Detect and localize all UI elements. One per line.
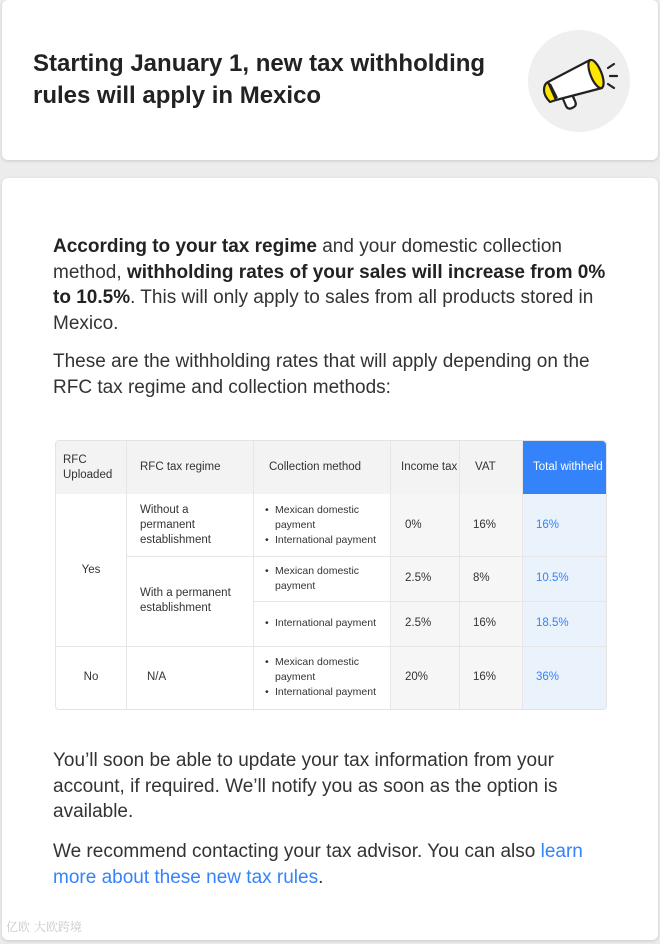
table-divider (459, 441, 460, 709)
table-divider (126, 441, 127, 709)
method-cell-row1 (253, 494, 390, 556)
header-total-withheld: Total withheld (522, 441, 606, 494)
rfc-yes-cell: Yes (81, 563, 101, 576)
total-withheld-value: 18.5% (536, 617, 569, 629)
update-info-paragraph: You’ll soon be able to update your tax information from your account, if required. We’ll notify you as soon as the option is available. (53, 750, 558, 822)
megaphone-icon (536, 46, 622, 116)
rfc-no-cell: No (83, 671, 99, 683)
method-domestic: • Mexican domestic payment (263, 503, 386, 533)
intro-paragraph (53, 234, 613, 336)
method-cell-row4 (253, 646, 390, 709)
total-withheld-value: 36% (536, 671, 560, 683)
regime-with-pe: With a permanent establishment (140, 587, 231, 614)
vat-value: 16% (473, 617, 497, 629)
income-tax-value: 2.5% (405, 572, 432, 584)
table-divider (390, 441, 391, 709)
withholding-rates-table (55, 440, 607, 710)
intro-text-end: . This will only apply to sales from all products stored in Mexico. (53, 287, 594, 334)
header-rfc-uploaded: RFC Uploaded (56, 441, 126, 494)
table-divider (253, 601, 606, 602)
vat-value: 16% (473, 518, 497, 531)
table-divider (522, 441, 523, 709)
vat-value: 16% (473, 671, 497, 683)
method-cell-row2 (253, 556, 390, 601)
table-divider (56, 646, 606, 647)
advisor-paragraph (53, 839, 613, 890)
method-domestic: • Mexican domestic payment (263, 564, 386, 594)
header-vat: VAT (459, 441, 522, 494)
megaphone-badge (528, 30, 630, 132)
total-withheld-value: 16% (536, 518, 560, 531)
tax-info-card (2, 178, 658, 940)
regime-without-pe: Without a permanent establishment (140, 503, 211, 546)
intro-bold-regime: According to your tax regime (53, 236, 317, 257)
intro-text: and your domestic collection method, (53, 236, 562, 283)
header-rfc-tax-regime: RFC tax regime (126, 441, 253, 494)
method-international: • International payment (263, 533, 386, 548)
watermark: 亿欧 大欧跨境 (6, 920, 82, 934)
learn-more-link[interactable]: learn more about these new tax rules (53, 841, 583, 888)
income-tax-value: 20% (405, 671, 429, 683)
advisor-text-end: . (318, 866, 324, 888)
rates-intro-paragraph: These are the withholding rates that will apply depending on the RFC tax regime and collection methods: (53, 351, 590, 398)
method-cell-row3 (253, 601, 390, 646)
vat-value: 8% (473, 572, 490, 584)
income-tax-value: 0% (405, 518, 422, 531)
method-domestic: • Mexican domestic payment (263, 655, 386, 685)
method-international: • International payment (263, 616, 376, 631)
table-divider (253, 441, 254, 709)
header-income-tax: Income tax (390, 441, 459, 494)
table-divider (126, 556, 606, 557)
regime-na: N/A (147, 671, 167, 683)
header-collection-method: Collection method (253, 441, 390, 494)
page-title: Starting January 1, new tax withholding rules will apply in Mexico (33, 50, 486, 109)
total-withheld-value: 10.5% (536, 572, 569, 584)
advisor-text: We recommend contacting your tax advisor. You can also (53, 841, 541, 862)
announcement-header-card (2, 0, 658, 160)
method-international: • International payment (263, 685, 386, 700)
intro-bold-rates: withholding rates of your sales will increase from 0% to 10.5% (53, 261, 606, 308)
income-tax-value: 2.5% (405, 617, 432, 629)
